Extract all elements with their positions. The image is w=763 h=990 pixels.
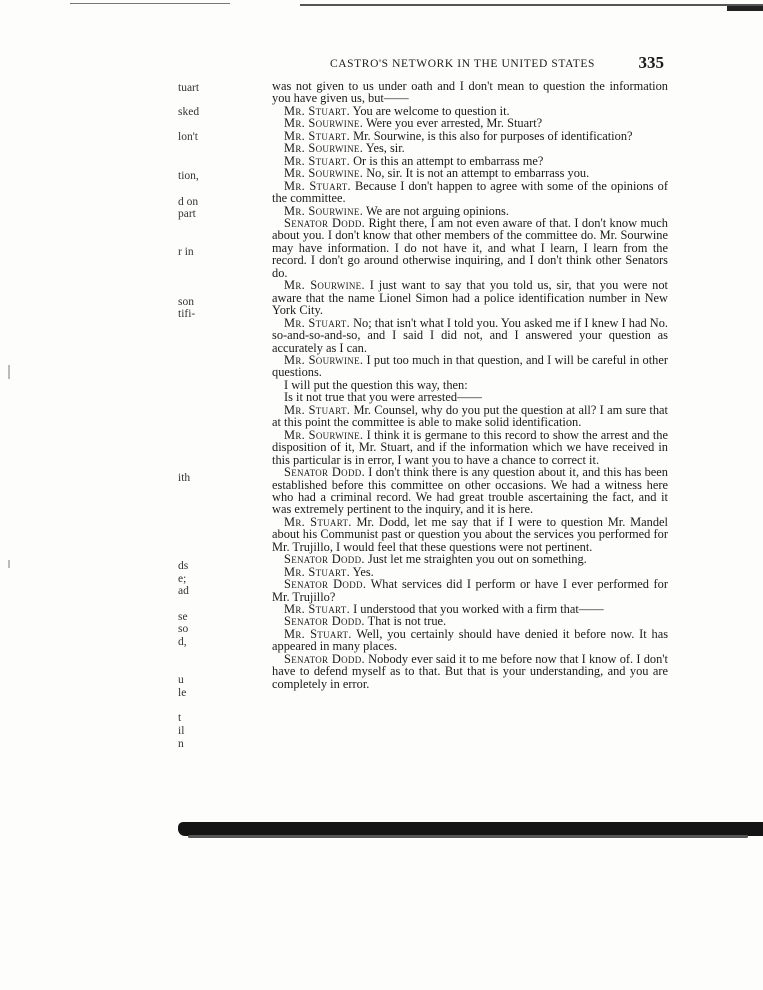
margin-fragment: le — [178, 687, 187, 699]
margin-fragment: r in — [178, 246, 194, 258]
speaker-name: Mr. Stuart. — [284, 103, 350, 118]
margin-fragment: n — [178, 738, 184, 750]
speaker-name: Mr. Sourwine. — [284, 278, 365, 293]
margin-fragment: ith — [178, 472, 191, 484]
speaker-name: Senator Dodd. — [284, 552, 365, 567]
margin-fragment: ad — [178, 585, 189, 597]
margin-fragment: ds — [178, 560, 189, 572]
margin-fragment: e; — [178, 573, 187, 585]
testimony-paragraph — [272, 404, 668, 429]
testimony-paragraph — [272, 80, 668, 105]
margin-fragment: d on — [178, 196, 199, 208]
speech-text: Well, you certainly should have denied it before now. It has appeared in many places. — [272, 626, 669, 654]
speech-text: You are welcome to question it. — [352, 103, 510, 118]
speech-text: Because I don't happen to agree with some of the opinions of the committee. — [272, 178, 668, 206]
margin-fragment: tion, — [178, 170, 199, 182]
speaker-name: Mr. Stuart. — [284, 315, 350, 330]
speech-text: Is it not true that you were arrested—— — [284, 390, 482, 405]
testimony-paragraph — [272, 628, 668, 653]
speaker-name: Mr. Sourwine. — [284, 427, 364, 442]
margin-fragment: d, — [178, 636, 187, 648]
margin-fragment: lon't — [178, 131, 198, 143]
speaker-name: Senator Dodd. — [284, 215, 366, 230]
speech-text: Mr. Sourwine, is this also for purposes of identification? — [353, 128, 633, 143]
speech-text: I think it is germane to this record to show the arrest and the disposition of it, Mr. Stuart, and if the information which we have received in this particular is in error, I want you to have a chance to correct it. — [272, 427, 668, 467]
speaker-name: Mr. Sourwine. — [284, 116, 364, 131]
left-edge-specks — [8, 365, 10, 379]
speech-text: We are not arguing opinions. — [365, 203, 509, 218]
speech-text: Or is this an attempt to embarrass me? — [353, 153, 544, 168]
testimony-paragraph — [272, 653, 668, 690]
speech-text: I understood that you worked with a firm that—— — [353, 602, 604, 617]
speech-text: No; that isn't what I told you. You asked me if I knew I had No. so-and-so-and-so, and I said I did not, and I answered your question as accurately as I can. — [272, 315, 669, 355]
testimony-paragraph — [272, 217, 668, 279]
speech-text: I will put the question this way, then: — [284, 377, 468, 392]
testimony-paragraph — [272, 317, 668, 354]
testimony-paragraph — [272, 354, 668, 379]
speech-text: was not given to us under oath and I don't mean to question the information you have given us, but—— — [272, 79, 668, 106]
testimony-paragraph — [272, 466, 668, 516]
speech-text: Yes. — [352, 564, 374, 579]
testimony-paragraph — [272, 180, 668, 205]
speech-text: I don't think there is any question about it, and this has been established before this committee on other occasions. We had a witness here who had a criminal record. We had great trouble ascertaining the fact, and it was extremely pertinent to the inquiry, and it is here. — [272, 465, 668, 517]
speaker-name: Mr. Sourwine. — [284, 166, 364, 181]
margin-fragment: so — [178, 623, 189, 635]
speaker-name: Mr. Stuart. — [284, 564, 350, 579]
margin-fragment: u — [178, 674, 184, 686]
speaker-name: Senator Dodd. — [284, 651, 365, 666]
speaker-name: Mr. Stuart. — [284, 153, 350, 168]
speaker-name: Mr. Sourwine. — [284, 203, 364, 218]
speaker-name: Mr. Stuart. — [284, 514, 352, 529]
speaker-name: Mr. Sourwine. — [284, 141, 364, 156]
top-edge-rule — [70, 0, 763, 10]
speaker-name: Senator Dodd. — [284, 614, 365, 629]
speech-text: No, sir. It is not an attempt to embarrass you. — [366, 166, 590, 181]
speech-text: Yes, sir. — [365, 141, 405, 156]
margin-fragment: sked — [178, 106, 200, 118]
speaker-name: Mr. Sourwine. — [284, 352, 364, 367]
speech-text: Were you ever arrested, Mr. Stuart? — [365, 116, 543, 131]
page-header — [330, 53, 670, 76]
speech-text: Mr. Dodd, let me say that if I were to question Mr. Mandel about his Communist past or question you about the services you performed for Mr. Trujillo, I would feel that these questions were not pertinent. — [272, 514, 668, 554]
testimony-paragraph — [272, 429, 668, 466]
margin-fragment: tifi- — [178, 308, 196, 320]
testimony-paragraph — [272, 279, 668, 316]
speaker-name: Senator Dodd. — [284, 465, 365, 480]
speech-text: What services did I perform or have I ever performed for Mr. Trujillo? — [272, 577, 668, 604]
speaker-name: Mr. Stuart. — [284, 178, 351, 193]
speech-text: Right there, I am not even aware of that. I don't know much about you. I don't know that other members of the committee do. Mr. Sourwine may have information. I do not have it, and what I learn, I learn from the record. I don't go around otherwise inquiring, and I don't think other Senators do. — [272, 215, 668, 280]
testimony-paragraph — [272, 578, 668, 603]
speech-text: I just want to say that you told us, sir, that you were not aware that the name Lionel Simon had a police identification number in New York City. — [272, 278, 668, 318]
page-number: 335 — [638, 53, 664, 72]
speaker-name: Mr. Stuart. — [284, 602, 350, 617]
speech-text: Nobody ever said it to me before now that I know of. I don't have to defend myself as to that. But that is your understanding, and you are completely in error. — [272, 651, 668, 691]
testimony-paragraph — [272, 516, 668, 553]
speaker-name: Mr. Stuart. — [284, 128, 350, 143]
margin-fragment: tuart — [178, 82, 200, 94]
bottom-scan-bar — [178, 822, 763, 836]
speech-text: Just let me straighten you out on something. — [367, 552, 587, 567]
speech-text: I put too much in that question, and I will be careful in other questions. — [272, 352, 668, 380]
running-head: CASTRO'S NETWORK IN THE UNITED STATES — [330, 58, 595, 70]
margin-fragment: il — [178, 725, 185, 737]
speaker-name: Mr. Stuart. — [284, 626, 352, 641]
left-edge-specks — [8, 560, 10, 568]
speaker-name: Senator Dodd. — [284, 577, 367, 592]
margin-fragment: son — [178, 296, 194, 308]
margin-fragment: t — [178, 712, 182, 724]
margin-fragment: part — [178, 208, 196, 220]
testimony-body — [272, 80, 668, 690]
speech-text: Mr. Counsel, why do you put the question at all? I am sure that at this point the committee is able to make solid identification. — [272, 402, 669, 430]
speech-text: That is not true. — [367, 614, 447, 629]
speaker-name: Mr. Stuart. — [284, 402, 351, 417]
margin-fragment: se — [178, 611, 188, 623]
